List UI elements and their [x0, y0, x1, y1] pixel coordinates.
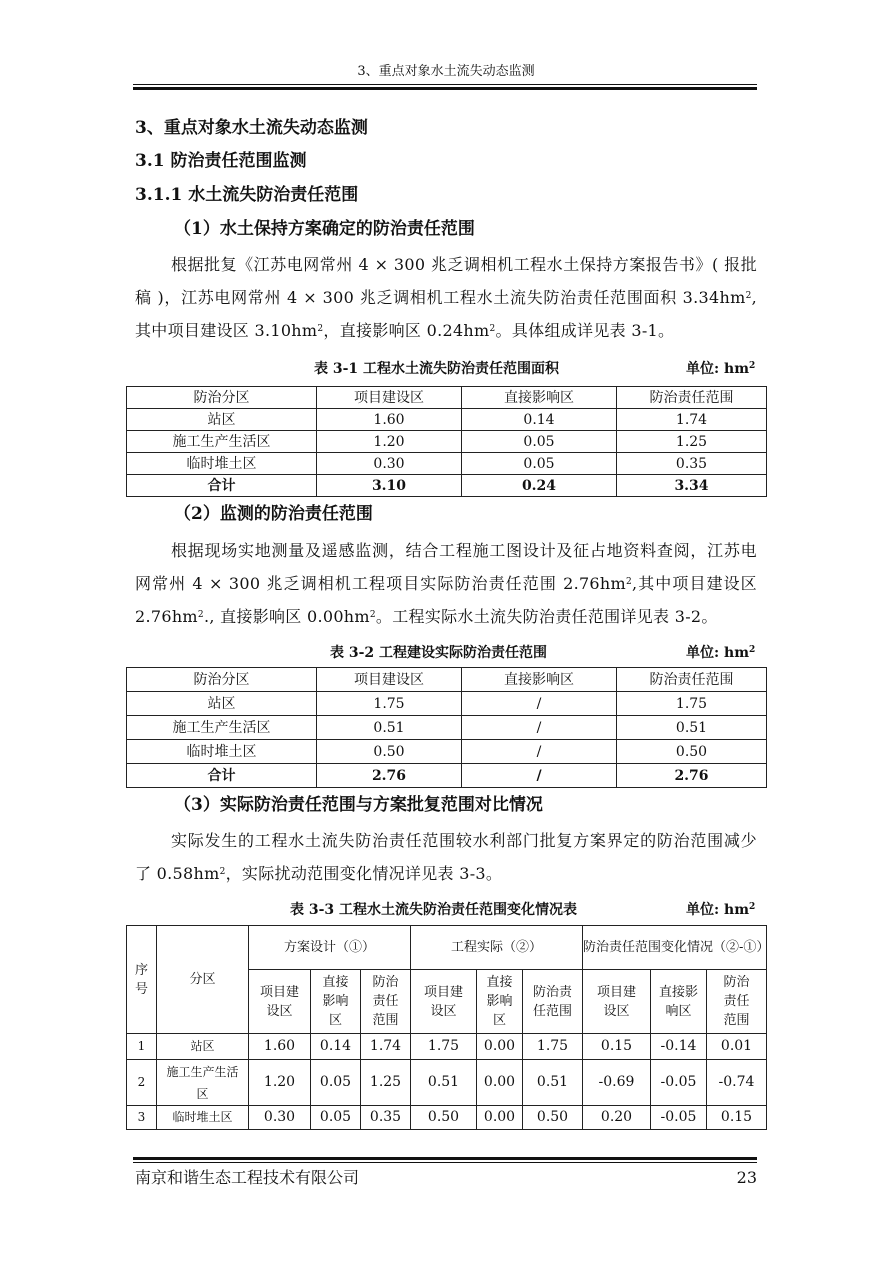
- table-cell: 0.51: [523, 1060, 583, 1106]
- table-cell: 0.30: [249, 1106, 311, 1130]
- table-header-row: [127, 387, 767, 409]
- subheader-cell: 直接影响区: [311, 970, 361, 1034]
- table-cell: 2.76: [617, 764, 767, 788]
- table-cell: 0.51: [411, 1060, 477, 1106]
- subheading-3: （3）实际防治责任范围与方案批复范围对比情况: [174, 795, 543, 815]
- table-cell: 1.20: [317, 431, 462, 453]
- table-cell-seq: 3: [127, 1106, 157, 1130]
- subheader-cell: 防治责任范围: [707, 970, 767, 1034]
- header-cell: 防治责任范围: [617, 387, 767, 409]
- table-cell: -0.05: [651, 1060, 707, 1106]
- table-row: [127, 409, 767, 431]
- table3-unit: 单位: $hm^2$: [686, 902, 756, 918]
- subheader-cell: 项目建设区: [583, 970, 651, 1034]
- table-cell: 合计: [127, 764, 317, 788]
- table-cell: 0.24: [462, 475, 617, 497]
- table-row: [127, 740, 767, 764]
- table-cell: 0.15: [583, 1034, 651, 1060]
- table-cell: 1.20: [249, 1060, 311, 1106]
- page-number: 23: [736, 1168, 757, 1187]
- table-cell: 3.10: [317, 475, 462, 497]
- table-cell: /: [462, 716, 617, 740]
- table-cell: 0.30: [317, 453, 462, 475]
- table-cell: 0.51: [617, 716, 767, 740]
- table-cell: 3.34: [617, 475, 767, 497]
- table-cell: 0.50: [523, 1106, 583, 1130]
- header-cell: 防治责任范围: [617, 668, 767, 692]
- heading-level1: 3、重点对象水土流失动态监测: [135, 118, 368, 138]
- table2-caption: 表 3-2 工程建设实际防治责任范围: [330, 645, 548, 661]
- heading-level2: 3.1 防治责任范围监测: [135, 151, 307, 171]
- header-rule-thick: [133, 87, 757, 90]
- table-cell-seq: 1: [127, 1034, 157, 1060]
- table-cell: /: [462, 740, 617, 764]
- table-total-row: [127, 475, 767, 497]
- footer-company: 南京和谐生态工程技术有限公司: [135, 1168, 360, 1187]
- table3-caption: 表 3-3 工程水土流失防治责任范围变化情况表: [290, 902, 578, 918]
- header-rule-thin: [133, 84, 757, 85]
- table1-unit: 单位: $hm^2$: [686, 361, 756, 377]
- table1-caption: 表 3-1 工程水土流失防治责任范围面积: [314, 361, 560, 377]
- table-cell: 0.05: [462, 453, 617, 475]
- table-cell: 2.76: [317, 764, 462, 788]
- table-cell: 临时堆土区: [127, 453, 317, 475]
- table-cell: 0.05: [311, 1060, 361, 1106]
- table-cell: 0.50: [617, 740, 767, 764]
- table-cell: 0.35: [361, 1106, 411, 1130]
- table-cell: -0.05: [651, 1106, 707, 1130]
- table-cell: 0.15: [707, 1106, 767, 1130]
- table2-unit: 单位: $hm^2$: [686, 645, 756, 661]
- table-cell-seq: 2: [127, 1060, 157, 1106]
- table-cell: 0.00: [477, 1034, 523, 1060]
- subheading-2: （2）监测的防治责任范围: [174, 504, 373, 524]
- table-cell: -0.69: [583, 1060, 651, 1106]
- table-cell: 1.60: [249, 1034, 311, 1060]
- paragraph-3: 实际发生的工程水土流失防治责任范围较水利部门批复方案界定的防治范围减少了 $0.58hm^2$，实际扰动范围变化情况详见表 3-3。: [135, 831, 757, 883]
- paragraph-2: 根据现场实地测量及遥感监测，结合工程施工图设计及征占地资料查阅，江苏电网常州 4 × 300 兆乏调相机工程项目实际防治责任范围 $2.76hm^2$,其中项目建设区 $2.76hm^2$., 直接影响区 $0.00hm^2$。工程实际水土流失防治责任范围详见表 3-2。: [135, 541, 757, 626]
- subheader-cell: 防治责任范围: [361, 970, 411, 1034]
- table-cell-zone: 临时堆土区: [157, 1106, 249, 1130]
- subheader-cell: 直接影响区: [651, 970, 707, 1034]
- subheading-1: （1）水土保持方案确定的防治责任范围: [174, 219, 475, 239]
- table-row: [127, 453, 767, 475]
- table-cell: 临时堆土区: [127, 740, 317, 764]
- header-cell: 项目建设区: [317, 387, 462, 409]
- table-cell: 0.20: [583, 1106, 651, 1130]
- table-cell: 0.05: [462, 431, 617, 453]
- table-cell: 0.14: [311, 1034, 361, 1060]
- header-cell-group: 防治责任范围变化情况（②-①）: [583, 926, 767, 970]
- table-cell: 站区: [127, 692, 317, 716]
- table-cell: 0.14: [462, 409, 617, 431]
- table-cell-zone: 施工生产生活区: [157, 1060, 249, 1106]
- table-cell: -0.74: [707, 1060, 767, 1106]
- table-cell: 0.01: [707, 1034, 767, 1060]
- table-cell: 1.25: [617, 431, 767, 453]
- footer-rule-thick: [133, 1157, 757, 1160]
- header-cell-zone: 分区: [157, 926, 249, 1034]
- table-row: [127, 1060, 767, 1106]
- table-cell: /: [462, 764, 617, 788]
- table-header-row: [127, 668, 767, 692]
- heading-level3: 3.1.1 水土流失防治责任范围: [135, 185, 359, 205]
- table-cell: 1.60: [317, 409, 462, 431]
- subheader-cell: 项目建设区: [249, 970, 311, 1034]
- table-cell: 1.75: [523, 1034, 583, 1060]
- table-total-row: [127, 764, 767, 788]
- table-cell: -0.14: [651, 1034, 707, 1060]
- table-cell: 1.75: [317, 692, 462, 716]
- table-row: [127, 1106, 767, 1130]
- table-cell: 合计: [127, 475, 317, 497]
- table-cell: 0.00: [477, 1106, 523, 1130]
- subheader-cell: 直接影响区: [477, 970, 523, 1034]
- table-cell: /: [462, 692, 617, 716]
- table-cell: 0.05: [311, 1106, 361, 1130]
- table-cell: 站区: [127, 409, 317, 431]
- header-cell: 直接影响区: [462, 668, 617, 692]
- table-cell: 1.75: [411, 1034, 477, 1060]
- paragraph-1: 根据批复《江苏电网常州 4 × 300 兆乏调相机工程水土保持方案报告书》( 报批稿 )，江苏电网常州 4 × 300 兆乏调相机工程水土流失防治责任范围面积 $3.34hm^2$,其中项目建设区 $3.10hm^2$，直接影响区 $0.24hm^2$。具体组成详见表 3-1。: [135, 255, 757, 340]
- table-cell: 1.74: [361, 1034, 411, 1060]
- table-row: [127, 692, 767, 716]
- table-cell: 0.51: [317, 716, 462, 740]
- header-cell: 直接影响区: [462, 387, 617, 409]
- table-3-2: [126, 667, 767, 788]
- header-cell: 防治分区: [127, 387, 317, 409]
- table-3-1: [126, 386, 767, 497]
- subheader-cell: 项目建设区: [411, 970, 477, 1034]
- table-row: [127, 1034, 767, 1060]
- table-row: [127, 716, 767, 740]
- table-cell: 1.25: [361, 1060, 411, 1106]
- header-cell: 项目建设区: [317, 668, 462, 692]
- running-header: 3、重点对象水土流失动态监测: [357, 64, 535, 79]
- table-cell: 0.00: [477, 1060, 523, 1106]
- header-cell-group: 方案设计（①）: [249, 926, 411, 970]
- table-cell: 1.74: [617, 409, 767, 431]
- header-cell-seq: 序号: [127, 926, 157, 1034]
- table-row: [127, 431, 767, 453]
- table-header-row: [127, 926, 767, 970]
- table-cell: 1.75: [617, 692, 767, 716]
- table-cell: 0.50: [411, 1106, 477, 1130]
- table-3-3: [126, 925, 770, 1130]
- footer-rule-thin: [133, 1162, 757, 1163]
- subheader-cell: 防治责任范围: [523, 970, 583, 1034]
- table-cell-zone: 站区: [157, 1034, 249, 1060]
- header-cell: 防治分区: [127, 668, 317, 692]
- table-cell: 施工生产生活区: [127, 431, 317, 453]
- header-cell-group: 工程实际（②）: [411, 926, 583, 970]
- table-cell: 施工生产生活区: [127, 716, 317, 740]
- table-cell: 0.50: [317, 740, 462, 764]
- table-cell: 0.35: [617, 453, 767, 475]
